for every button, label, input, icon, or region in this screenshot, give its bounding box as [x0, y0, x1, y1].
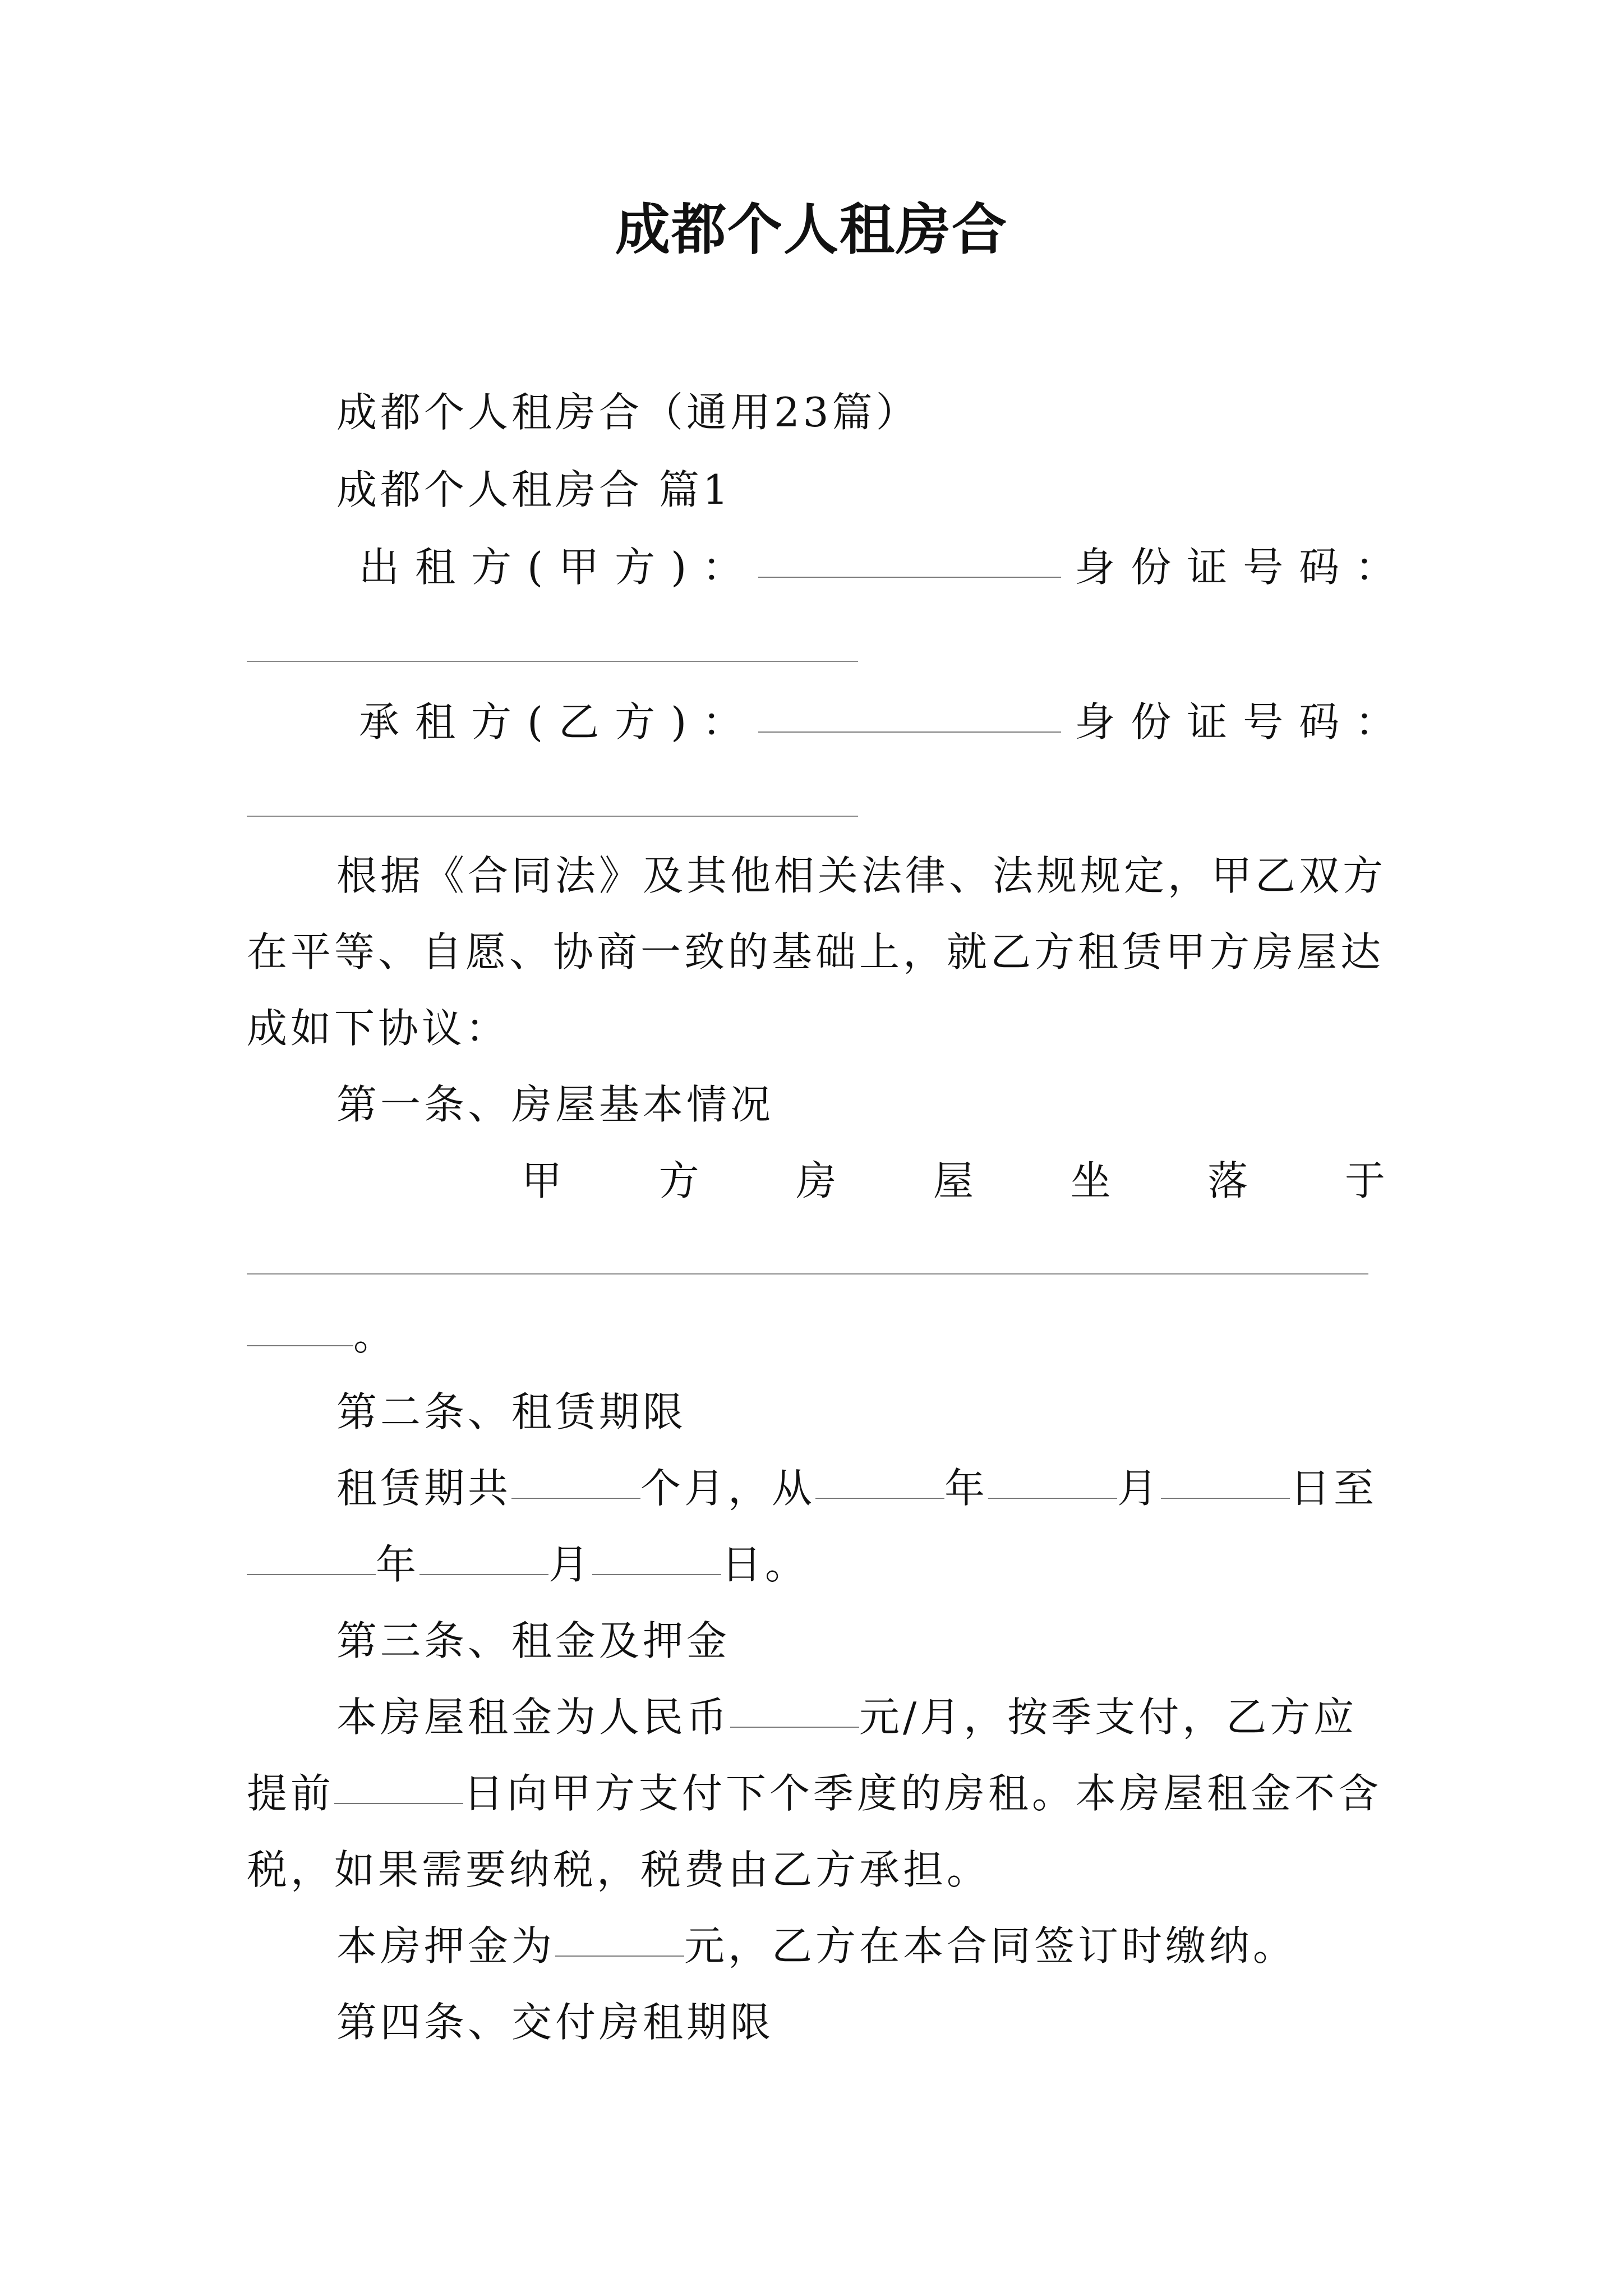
location-blank-end — [247, 1345, 353, 1346]
intro-line-3: 成如下协议： — [247, 1005, 510, 1052]
lease-text: 年 — [376, 1541, 420, 1588]
rent-text: 日向甲方支付下个季度的房租。本房屋租金不含 — [463, 1770, 1382, 1817]
rent-line-3: 税，如果需要纳税，税费由乙方承担。 — [247, 1846, 991, 1893]
location-char: 于 — [1344, 1157, 1385, 1204]
lease-text: 年 — [944, 1465, 989, 1512]
intro-line-1: 根据《合同法》及其他相关法律、法规规定，甲乙双方 — [336, 852, 1387, 899]
lease-text: 月 — [1117, 1465, 1161, 1512]
start-month-blank — [988, 1497, 1117, 1499]
lessor-row — [359, 542, 1412, 592]
advance-days-blank — [334, 1802, 463, 1804]
lease-text: 个月，从 — [640, 1465, 816, 1512]
lessee-name-blank — [758, 731, 1061, 733]
lease-period-line-1 — [336, 1463, 1377, 1513]
rent-amount-blank — [730, 1726, 859, 1728]
article-2-title: 第二条、租赁期限 — [336, 1388, 687, 1435]
lease-text: 日至 — [1290, 1465, 1378, 1512]
article-3-title: 第三条、租金及押金 — [336, 1617, 731, 1664]
location-char: 房 — [796, 1157, 837, 1204]
location-char: 甲 — [522, 1157, 562, 1204]
article-1-title: 第一条、房屋基本情况 — [336, 1081, 774, 1128]
period-mark: 。 — [353, 1312, 398, 1359]
location-blank — [247, 1273, 1368, 1274]
months-blank — [511, 1497, 640, 1499]
intro-line-2: 在平等、自愿、协商一致的基础上，就乙方租赁甲方房屋达 — [247, 928, 1385, 976]
lessor-name-blank — [758, 576, 1061, 578]
rent-text: 本房屋租金为人民币 — [336, 1694, 731, 1741]
lease-text: 租赁期共 — [336, 1465, 512, 1512]
end-year-blank — [247, 1573, 376, 1575]
article-1-location-row — [522, 1156, 1385, 1206]
lease-text: 日。 — [721, 1541, 809, 1588]
document-subtitle: 成都个人租房合（通用23篇） — [336, 389, 920, 436]
lease-period-line-2 — [247, 1539, 809, 1590]
rent-line-2 — [247, 1768, 1382, 1819]
end-month-blank — [419, 1573, 548, 1575]
location-char: 坐 — [1070, 1157, 1111, 1204]
lessee-id-label: 身份证号码： — [1075, 698, 1412, 746]
deposit-line — [336, 1921, 1297, 1971]
lessee-label: 承租方(乙方)： — [359, 698, 759, 746]
lessor-id-label: 身份证号码： — [1075, 544, 1412, 591]
lessee-id-blank — [247, 816, 858, 817]
rent-text: 提前 — [247, 1770, 335, 1817]
start-day-blank — [1161, 1497, 1290, 1499]
section-heading: 成都个人租房合 篇1 — [336, 466, 732, 513]
location-end-row — [247, 1310, 397, 1361]
start-year-blank — [815, 1497, 944, 1499]
lessor-id-blank — [247, 661, 858, 662]
article-4-title: 第四条、交付房租期限 — [336, 1999, 774, 2046]
end-day-blank — [592, 1573, 721, 1575]
lease-text: 月 — [548, 1541, 593, 1588]
deposit-text: 元，乙方在本合同签订时缴纳。 — [684, 1922, 1297, 1970]
lessor-label: 出租方(甲方)： — [359, 544, 759, 591]
deposit-text: 本房押金为 — [336, 1922, 556, 1970]
rent-line-1 — [336, 1692, 1357, 1742]
location-char: 落 — [1207, 1157, 1248, 1204]
location-char: 方 — [658, 1157, 699, 1204]
lessee-row — [359, 697, 1412, 747]
document-title: 成都个人租房合 — [615, 197, 1008, 262]
rent-text: 元/月，按季支付，乙方应 — [859, 1694, 1358, 1741]
location-char: 屋 — [933, 1157, 974, 1204]
deposit-amount-blank — [555, 1955, 684, 1957]
